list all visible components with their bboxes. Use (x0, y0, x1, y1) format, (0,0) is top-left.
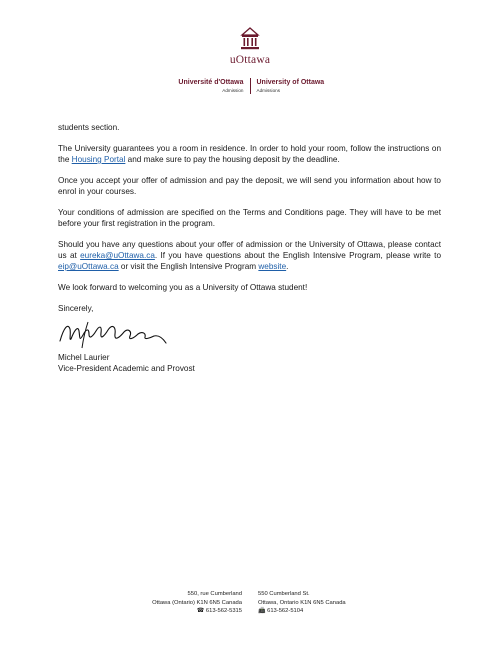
paragraph-contact (58, 239, 441, 272)
footer-english-address (250, 590, 362, 616)
french-phone-row (138, 607, 242, 616)
english-university-name: University of Ottawa (256, 79, 325, 86)
footer-french-address (138, 590, 250, 616)
signature-icon (58, 317, 168, 351)
paragraph-conditions: Your conditions of admission are specified on the Terms and Conditions page. They will have to be met before your first registration in the program. (58, 208, 441, 228)
french-unit: Admission (222, 88, 244, 93)
paragraph-residence (58, 143, 441, 165)
eip-email-link[interactable]: eip@uOttawa.ca (58, 262, 119, 271)
fax-icon: 📠 (258, 608, 266, 614)
signer-title: Vice-President Academic and Provost (58, 364, 195, 373)
paragraph-welcome: We look forward to welcoming you as a University of Ottawa student! (58, 283, 308, 292)
english-fax-row (258, 607, 362, 616)
contact-text-2: . If you have questions about the English Intensive Program, please write to (154, 251, 441, 260)
handwritten-signature (58, 317, 168, 356)
logo-wordmark: uOttawa (229, 54, 271, 66)
english-name-block (251, 78, 349, 94)
university-logo (0, 26, 500, 66)
contact-text-1: Should you have any questions about your offer of admission or the University of Ottawa, please contact us at (58, 240, 441, 260)
footer-addresses (0, 590, 500, 616)
english-street: 550 Cumberland St. (258, 591, 310, 597)
paragraph-enrolment: Once you accept your offer of admission and pay the deposit, we will send you information about how to enrol in your courses. (58, 176, 441, 196)
housing-portal-link[interactable]: Housing Portal (71, 155, 126, 164)
french-street: 550, rue Cumberland (187, 591, 242, 597)
residence-text-1: The University guarantees you a room in residence. In order to hold your room, follow the instructions on the (58, 144, 441, 164)
english-city: Ottawa, Ontario K1N 6N5 Canada (258, 599, 346, 606)
eip-website-link[interactable]: website (258, 262, 287, 271)
residence-text-2: and make sure to pay the housing deposit by the deadline. (125, 155, 340, 164)
signer-name: Michel Laurier (58, 353, 110, 362)
french-city: Ottawa (Ontario) K1N 6N5 Canada (152, 599, 242, 606)
university-building-icon (239, 26, 261, 51)
phone-number: 613-562-5315 (205, 608, 242, 614)
phone-icon: ☎ (196, 608, 205, 614)
french-university-name: Université d'Ottawa (178, 79, 244, 86)
fax-number: 613-562-5104 (267, 608, 304, 614)
letter-body (58, 122, 441, 324)
paragraph-continuation: students section. (58, 123, 120, 132)
contact-text-4: . (286, 262, 289, 271)
closing: Sincerely, (58, 304, 94, 313)
eureka-email-link[interactable]: eureka@uOttawa.ca (80, 251, 155, 260)
university-names (0, 78, 500, 94)
contact-text-3: or visit the English Intensive Program (118, 262, 259, 271)
signer-block (58, 352, 195, 374)
english-unit: Admissions (256, 88, 280, 93)
french-name-block (152, 78, 251, 94)
